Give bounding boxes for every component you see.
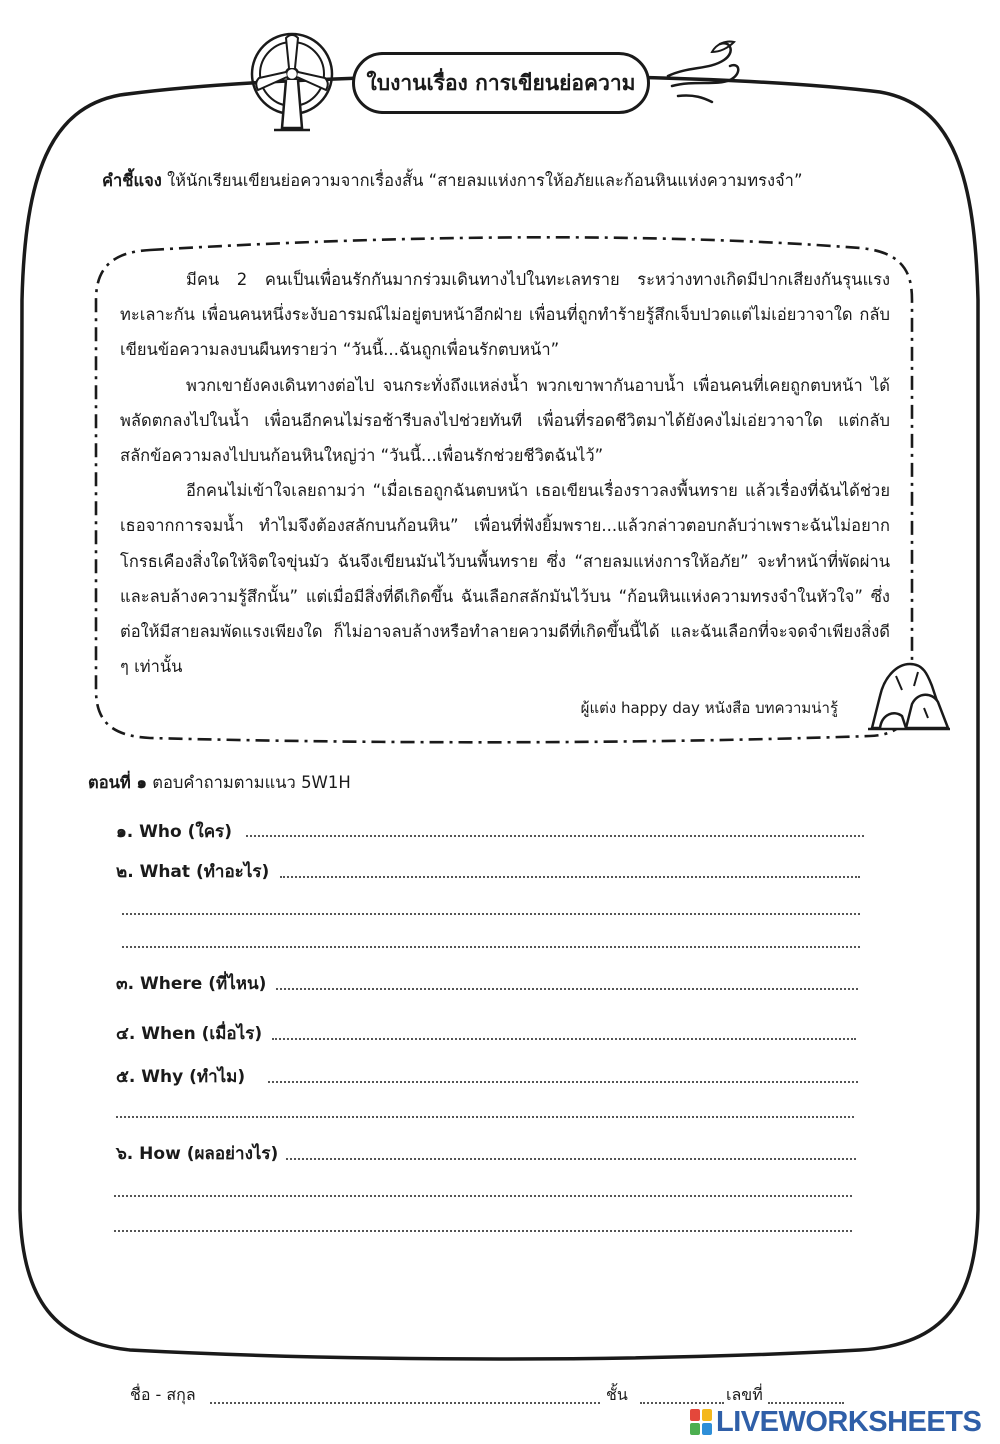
answer-line-when[interactable] xyxy=(272,1038,856,1040)
brand-text: LIVEWORKSHEETS xyxy=(716,1405,982,1438)
answer-line-how-3[interactable] xyxy=(114,1230,852,1232)
instruction-body: ให้นักเรียนเขียนย่อความจากเรื่องสั้น “สายลมแห่งการให้อภัยและก้อนหินแห่งความทรงจำ” xyxy=(167,171,803,190)
logo-tile xyxy=(690,1423,700,1435)
wind-gust-icon xyxy=(664,36,746,106)
story-paragraph: มีคน 2 คนเป็นเพื่อนรักกันมากร่วมเดินทางไปในทะเลทราย ระหว่างทางเกิดมีปากเสียงกันรุนแรงทะเลาะกัน เพื่อนคนหนึ่งระงับอารมณ์ไม่อยู่ตบหน้าอีกฝ่าย เพื่อนที่ถูกทำร้ายรู้สึกเจ็บปวดแต่ไม่เอ่ยวาจาใด กลับเขียนข้อความลงบนผืนทรายว่า “วันนี้...ฉันถูกเพื่อนรักตบหน้า” xyxy=(120,270,890,360)
answer-line-how-2[interactable] xyxy=(114,1195,852,1197)
question-what: ๒. What (ทำอะไร) xyxy=(116,862,270,882)
section-text: ตอบคำถามตามแนว 5W1H xyxy=(152,773,351,792)
answer-line-what[interactable] xyxy=(280,876,860,878)
section-heading xyxy=(88,770,351,796)
story-paragraph: พวกเขายังคงเดินทางต่อไป จนกระทั่งถึงแหล่งน้ำ พวกเขาพากันอาบน้ำ เพื่อนคนที่เคยถูกตบหน้า ได้พลัดตกลงไปในน้ำ เพื่อนอีกคนไม่รอช้ารีบลงไปช่วยทันที เพื่อนที่รอดชีวิตมาได้ยังคงไม่เอ่ยวาจาใด แต่กลับสลักข้อความลงไปบนก้อนหินใหญ่ว่า “วันนี้...เพื่อนรักช่วยชีวิตฉันไว้” xyxy=(120,375,890,466)
answer-line-how[interactable] xyxy=(286,1158,856,1160)
number-label: เลขที่ xyxy=(726,1385,763,1404)
answer-line-where[interactable] xyxy=(276,988,858,990)
answer-line-why-2[interactable] xyxy=(116,1116,854,1118)
class-label: ชั้น xyxy=(606,1385,628,1404)
logo-tile xyxy=(702,1409,712,1421)
name-field[interactable] xyxy=(210,1402,600,1404)
answer-line-what-3[interactable] xyxy=(122,946,860,948)
story-author: ผู้แต่ง happy day หนังสือ บทความน่ารู้ xyxy=(580,699,838,717)
story-text xyxy=(120,262,890,684)
logo-tile xyxy=(702,1423,712,1435)
worksheet-title: ใบงานเรื่อง การเขียนย่อความ xyxy=(352,52,650,114)
story-paragraph: อีกคนไม่เข้าใจเลยถามว่า “เมื่อเธอถูกฉันตบหน้า เธอเขียนเรื่องราวลงพื้นทราย แล้วเรื่องที่ฉันได้ช่วยเธอจากการจมน้ำ ทำไมจึงต้องสลักบนก้อนหิน” เพื่อนที่ฟังยิ้มพราย...แล้วกล่าวตอบกลับว่าเพราะฉันไม่อยากโกรธเคืองสิ่งใดให้จิตใจขุ่นมัว ฉันจึงเขียนมันไว้บนพื้นทราย ซึ่ง “สายลมแห่งการให้อภัย” จะทำหน้าที่พัดผ่าน และลบล้างความรู้สึกนั้น” แต่เมื่อมีสิ่งที่ดีเกิดขึ้น ฉันเลือกสลักมันไว้บน “ก้อนหินแห่งความทรงจำในหัวใจ” ซึ่งต่อให้มีสายลมพัดแรงเพียงใด ก็ไม่อาจลบล้างหรือทำลายความดีที่เกิดขึ้นนี้ได้ และฉันเลือกที่จะจดจำเพียงสิ่งดี ๆ เท่านั้น xyxy=(120,481,890,677)
answer-line-who[interactable] xyxy=(246,835,864,837)
section-label: ตอนที่ ๑ xyxy=(88,773,147,792)
instruction-text xyxy=(102,168,922,194)
rock-pile-icon xyxy=(866,656,952,732)
liveworksheets-brand[interactable] xyxy=(690,1402,990,1442)
answer-line-why[interactable] xyxy=(268,1081,858,1083)
logo-tile xyxy=(690,1409,700,1421)
question-when: ๔. When (เมื่อไร) xyxy=(116,1024,263,1044)
question-where: ๓. Where (ที่ไหน) xyxy=(116,974,267,994)
question-who: ๑. Who (ใคร) xyxy=(116,822,232,842)
question-why: ๕. Why (ทำไม) xyxy=(116,1067,246,1087)
instruction-label: คำชี้แจง xyxy=(102,171,162,190)
wind-turbine-icon xyxy=(246,28,338,136)
answer-line-what-2[interactable] xyxy=(122,913,860,915)
question-how: ๖. How (ผลอย่างไร) xyxy=(116,1144,279,1164)
name-label: ชื่อ - สกุล xyxy=(130,1385,196,1404)
liveworksheets-logo-icon xyxy=(690,1409,712,1435)
